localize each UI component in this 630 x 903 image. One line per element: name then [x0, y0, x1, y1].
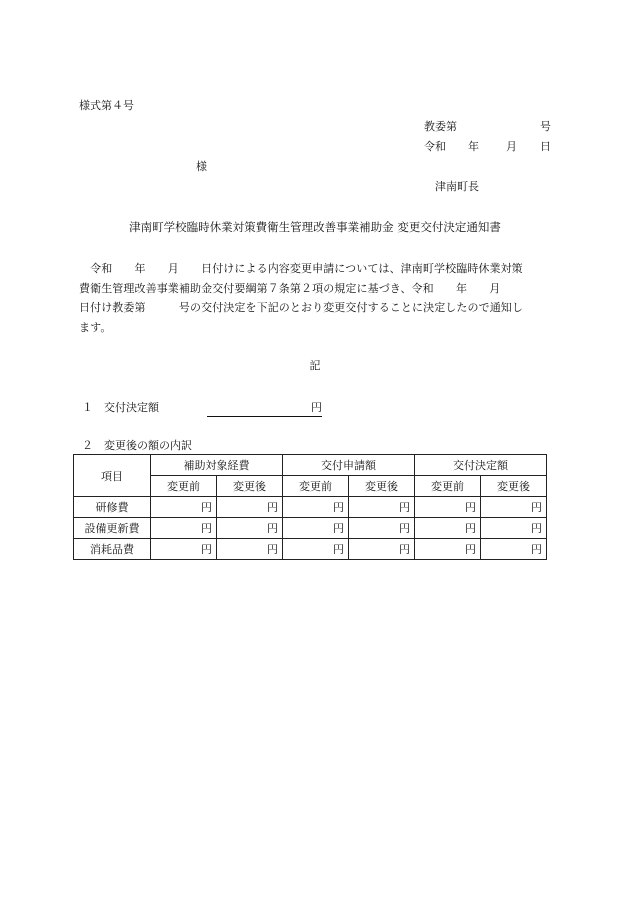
- item1-label: １ 交付決定額: [82, 401, 159, 414]
- breakdown-table: [73, 454, 547, 560]
- subheader: 変更後: [481, 476, 547, 497]
- sender: 津南町長: [435, 180, 479, 193]
- header-group: 補助対象経費: [151, 455, 283, 476]
- subheader: 変更後: [217, 476, 283, 497]
- table-row: [74, 518, 547, 539]
- document-number-suffix: 号: [540, 120, 551, 133]
- table-header-row: [74, 455, 547, 476]
- date-month: 月: [506, 140, 517, 153]
- item1-amount-field: 円: [207, 399, 322, 417]
- amount-cell: 円: [283, 539, 349, 560]
- date-year: 年: [468, 140, 479, 153]
- notice-body: [79, 259, 551, 337]
- row-label: 消耗品費: [74, 539, 151, 560]
- amount-cell: 円: [481, 497, 547, 518]
- amount-cell: 円: [151, 539, 217, 560]
- body-line: 日付け教委第 号の交付決定を下記のとおり変更交付することに決定したので通知し: [79, 301, 523, 314]
- amount-cell: 円: [349, 497, 415, 518]
- document-title: 津南町学校臨時休業対策費衛生管理改善事業補助金 変更交付決定通知書: [129, 220, 501, 234]
- body-line: 費衛生管理改善事業補助金交付要綱第７条第２項の規定に基づき、令和 年 月: [79, 281, 501, 295]
- issue-date: [424, 138, 551, 154]
- form-number: 様式第４号: [79, 99, 134, 112]
- subheader: 変更前: [415, 476, 481, 497]
- row-label: 設備更新費: [74, 518, 151, 539]
- amount-cell: 円: [481, 539, 547, 560]
- amount-cell: 円: [415, 539, 481, 560]
- table-row: [74, 539, 547, 560]
- amount-cell: 円: [415, 497, 481, 518]
- amount-cell: 円: [349, 518, 415, 539]
- header-group: 交付決定額: [415, 455, 547, 476]
- amount-cell: 円: [283, 518, 349, 539]
- amount-cell: 円: [217, 497, 283, 518]
- date-day: 日: [540, 140, 551, 153]
- amount-cell: 円: [349, 539, 415, 560]
- amount-cell: 円: [217, 539, 283, 560]
- date-era: 令和: [424, 140, 446, 153]
- table-row: [74, 497, 547, 518]
- ki-heading: 記: [309, 359, 321, 372]
- item2-label: ２ 変更後の額の内訳: [82, 439, 192, 452]
- amount-cell: 円: [217, 518, 283, 539]
- amount-cell: 円: [415, 518, 481, 539]
- amount-cell: 円: [283, 497, 349, 518]
- row-label: 研修費: [74, 497, 151, 518]
- amount-cell: 円: [151, 518, 217, 539]
- subheader: 変更後: [349, 476, 415, 497]
- document-number-prefix: 教委第: [424, 120, 457, 133]
- subheader: 変更前: [151, 476, 217, 497]
- body-line: ます。: [79, 320, 112, 334]
- body-line: 令和 年 月 日付けによる内容変更申請については、津南町学校臨時休業対策: [79, 262, 523, 275]
- header-item: 項目: [74, 455, 151, 497]
- amount-cell: 円: [151, 497, 217, 518]
- amount-cell: 円: [481, 518, 547, 539]
- header-group: 交付申請額: [283, 455, 415, 476]
- subheader: 変更前: [283, 476, 349, 497]
- addressee: 様: [196, 160, 207, 173]
